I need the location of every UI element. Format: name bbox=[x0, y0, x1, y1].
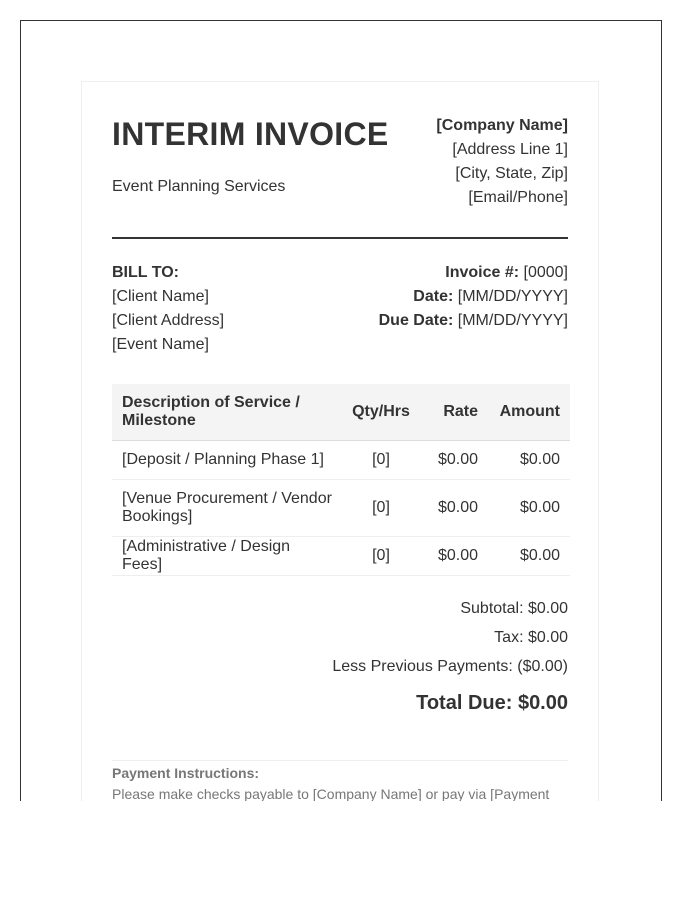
invoice-number-label: Invoice #: bbox=[445, 264, 520, 281]
invoice-meta bbox=[379, 261, 568, 333]
row-rate: $0.00 bbox=[420, 480, 488, 537]
invoice-number bbox=[379, 261, 568, 285]
due-date-value: [MM/DD/YYYY] bbox=[457, 312, 568, 329]
row-qty: [0] bbox=[342, 441, 420, 480]
company-name: [Company Name] bbox=[436, 117, 568, 134]
row-qty: [0] bbox=[342, 537, 420, 576]
row-rate: $0.00 bbox=[420, 537, 488, 576]
payment-instructions bbox=[112, 760, 568, 801]
client-address: [Client Address] bbox=[112, 312, 225, 329]
previous-payments: Less Previous Payments: ($0.00) bbox=[332, 658, 568, 675]
tax: Tax: $0.00 bbox=[494, 629, 568, 646]
payment-instructions-text: Please make checks payable to [Company Name] or pay via [Payment bbox=[112, 786, 550, 801]
row-amount: $0.00 bbox=[488, 537, 570, 576]
line-items-table bbox=[112, 384, 570, 576]
invoice-due-date bbox=[379, 309, 568, 333]
table-row bbox=[112, 480, 570, 537]
invoice-title: INTERIM INVOICE bbox=[112, 116, 389, 152]
row-amount: $0.00 bbox=[488, 441, 570, 480]
invoice-header bbox=[112, 82, 568, 238]
client-name: [Client Name] bbox=[112, 288, 209, 305]
document-viewport[interactable] bbox=[20, 20, 662, 801]
bill-to bbox=[112, 261, 224, 357]
subtotal: Subtotal: $0.00 bbox=[460, 600, 568, 617]
company-city: [City, State, Zip] bbox=[455, 165, 568, 182]
table-header-row bbox=[112, 384, 570, 441]
row-qty: [0] bbox=[342, 480, 420, 537]
row-rate: $0.00 bbox=[420, 441, 488, 480]
invoice-date-label: Date: bbox=[413, 288, 454, 305]
table-row bbox=[112, 537, 570, 576]
row-description: [Administrative / Design Fees] bbox=[112, 537, 342, 576]
company-info bbox=[436, 114, 568, 210]
column-header-description: Description of Service / Milestone bbox=[112, 384, 342, 441]
invoice-page bbox=[81, 81, 599, 801]
row-description: [Deposit / Planning Phase 1] bbox=[112, 441, 342, 480]
row-amount: $0.00 bbox=[488, 480, 570, 537]
column-header-rate: Rate bbox=[420, 384, 488, 441]
company-address: [Address Line 1] bbox=[452, 141, 568, 158]
invoice-number-value: [0000] bbox=[523, 264, 568, 281]
invoice-date bbox=[379, 285, 568, 309]
invoice-date-value: [MM/DD/YYYY] bbox=[457, 288, 568, 305]
payment-instructions-label: Payment Instructions: bbox=[112, 765, 260, 781]
totals-section bbox=[112, 594, 568, 717]
invoice-info bbox=[112, 238, 568, 384]
company-contact: [Email/Phone] bbox=[468, 189, 568, 206]
bill-to-label: BILL TO: bbox=[112, 264, 179, 281]
column-header-qty: Qty/Hrs bbox=[342, 384, 420, 441]
due-date-label: Due Date: bbox=[378, 312, 454, 329]
total-due: Total Due: $0.00 bbox=[416, 692, 568, 714]
invoice-subtitle: Event Planning Services bbox=[112, 178, 286, 195]
event-name: [Event Name] bbox=[112, 336, 209, 353]
column-header-amount: Amount bbox=[488, 384, 570, 441]
table-row bbox=[112, 441, 570, 480]
row-description: [Venue Procurement / Vendor Bookings] bbox=[112, 480, 342, 537]
